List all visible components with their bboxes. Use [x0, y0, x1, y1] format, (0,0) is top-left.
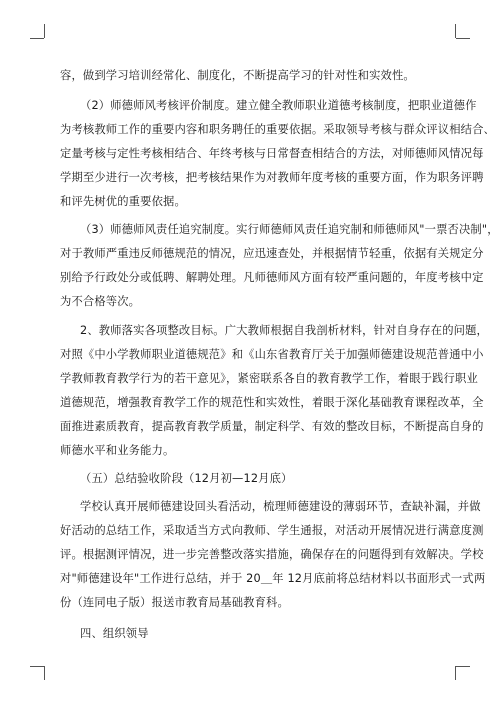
text-line: 2、教师落实各项整改目标。广大教师根据自我剖析材料，针对自身存在的问题， [80, 324, 488, 337]
crop-mark-top-right-vertical [455, 24, 456, 38]
crop-mark-bottom-left-vertical [44, 666, 45, 680]
text-line: 学教师教育教学行为的若干意见》，紧密联系各自的教育教学工作，着眼于践行职业 [60, 372, 478, 385]
text-line: 学校认真开展师德建设回头看活动，梳理师德建设的薄弱环节，查缺补漏，并做 [80, 500, 481, 513]
text-line: 对"师德建设年"工作进行总结，并于 20＿年 12月底前将总结材料以书面形式一式两 [60, 572, 486, 585]
text-line: 学期至少进行一次考核，把考核结果作为对教师年度考核的重要方面，作为职务评聘 [60, 171, 484, 184]
text-line: 评。根据测评情况，进一步完善整改落实措施，确保存在的问题得到有效解决。学校 [60, 548, 484, 561]
crop-mark-bottom-right-vertical [455, 666, 456, 680]
crop-mark-bottom-left-horizontal [30, 666, 44, 667]
text-line: 和评先树优的重要依据。 [60, 195, 186, 208]
text-line: 为不合格等次。 [60, 295, 141, 308]
text-line: 容，做到学习培训经常化、制度化，不断提高学习的针对性和实效性。 [60, 69, 415, 82]
crop-mark-top-right-horizontal [456, 38, 470, 39]
text-line: 别给予行政处分或低聘、解聘处理。凡师德师风方面有较严重问题的，年度考核中定 [60, 271, 484, 284]
text-line: （3）师德师风责任追究制度。实行师德师风责任追究制和师德师风"一票否决制"， [80, 223, 499, 236]
text-line: 对照《中小学教师职业道德规范》和《山东省教育厅关于加强师德建设规范普通中小 [60, 348, 484, 361]
text-line: 对于教师严重违反师德规范的情况，应迅速查处，并根据情节轻重，依据有关规定分 [60, 247, 484, 260]
section-heading: 四、组织领导 [80, 627, 149, 640]
text-line: 面推进素质教育，提高教育教学质量，制定科学、有效的整改目标，不断提高自身的 [60, 420, 484, 433]
text-line: 为考核教师工作的重要内容和职务聘任的重要依据。采取领导考核与群众评议相结合、 [60, 123, 495, 136]
crop-mark-top-left-vertical [44, 24, 45, 38]
crop-mark-top-left-horizontal [30, 38, 44, 39]
text-line: 定量考核与定性考核相结合、年终考核与日常督查相结合的方法，对师德师风情况每 [60, 147, 484, 160]
text-line: 师德水平和业务能力。 [60, 444, 175, 457]
text-line: 道德规范，增强教育教学工作的规范性和实效性，着眼于深化基础教育课程改革，全 [60, 396, 484, 409]
text-line: 份（连同电子版）报送市教育局基础教育科。 [60, 596, 289, 609]
text-line: 好活动的总结工作，采取适当方式向教师、学生通报，对活动开展情况进行满意度测 [60, 524, 484, 537]
text-line: （2）师德师风考核评价制度。建立健全教师职业道德考核制度，把职业道德作 [80, 99, 477, 112]
section-heading: （五）总结验收阶段（12月初—12月底） [80, 472, 293, 485]
crop-mark-bottom-right-horizontal [456, 666, 470, 667]
